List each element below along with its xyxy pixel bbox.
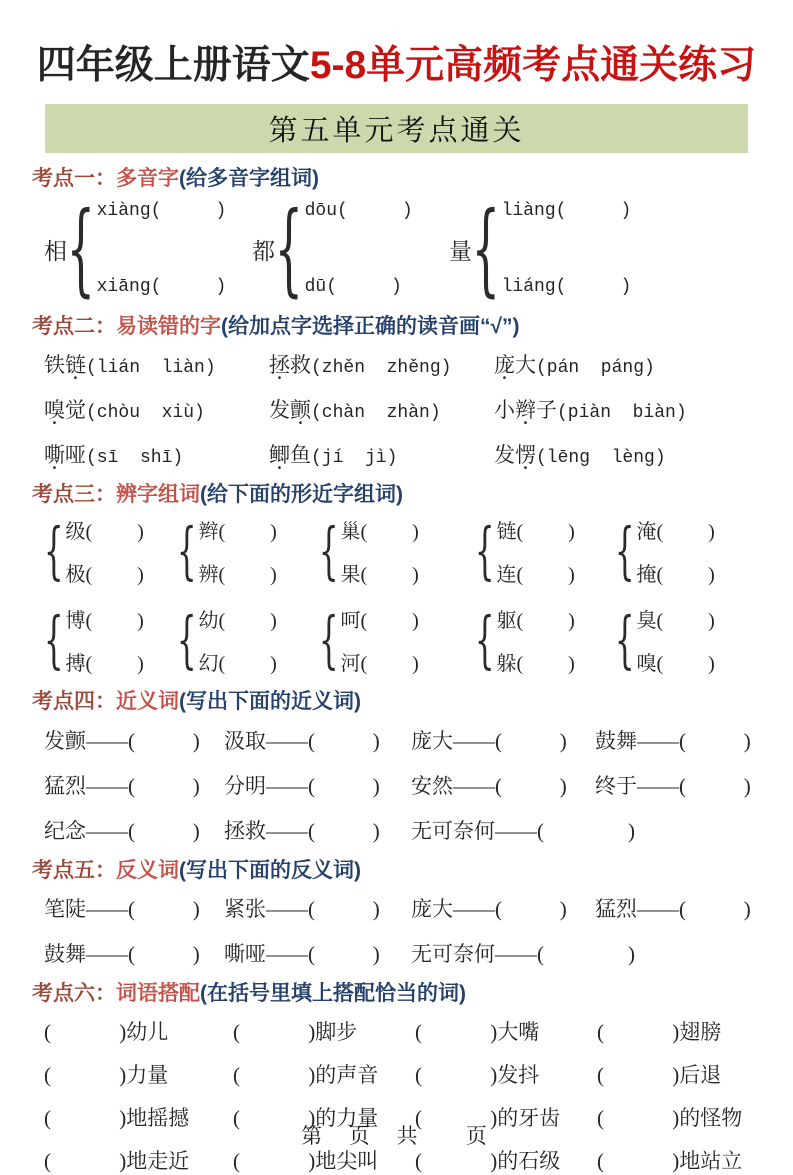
section5-heading xyxy=(32,858,793,883)
pinyin-options: (zhěn zhěng) xyxy=(311,358,452,379)
char-blank: 淹( ) xyxy=(636,521,715,544)
collocation-item: ( )的石级 xyxy=(415,1148,561,1173)
pinyin-options: (lián liàn) xyxy=(86,358,216,379)
collocation-item: ( )力量 xyxy=(44,1062,169,1087)
section4-instruction: (写出下面的近义词) xyxy=(179,690,361,714)
dotted-char: 嘶 xyxy=(44,443,65,468)
section2-label: 考点二： xyxy=(32,315,116,339)
brace-icon: { xyxy=(474,603,495,677)
char-blank: 河( ) xyxy=(340,653,419,676)
synonym-item: 庞大——( ) xyxy=(411,728,567,753)
char-blank: 果( ) xyxy=(340,564,419,587)
dotted-char: 嗅 xyxy=(44,398,65,423)
collocation-list xyxy=(44,1016,793,1175)
brace-icon: { xyxy=(43,603,64,677)
section5-instruction: (写出下面的反义词) xyxy=(179,858,361,882)
polyphone-groups xyxy=(44,190,793,308)
pinyin-options: (piàn biàn) xyxy=(557,403,687,424)
collocation-item: ( )翅膀 xyxy=(597,1019,722,1044)
section4-label: 考点四： xyxy=(32,690,116,714)
pinyin-options: (sī shī) xyxy=(86,448,184,469)
collocation-item: ( )的怪物 xyxy=(597,1105,743,1130)
polyphone-char: 量 xyxy=(449,238,472,264)
char-blank: 辨( ) xyxy=(198,564,277,587)
synonym-item: 安然——( ) xyxy=(411,773,567,798)
collocation-item: ( )后退 xyxy=(597,1062,722,1087)
char-pair xyxy=(615,604,793,676)
dotted-word-item xyxy=(44,394,269,424)
char-blank: 链( ) xyxy=(496,521,575,544)
char-pair xyxy=(177,604,319,676)
char-pair xyxy=(615,515,793,587)
brace-icon: { xyxy=(176,603,197,677)
collocation-item: ( )地走近 xyxy=(44,1148,190,1173)
char-blank: 博( ) xyxy=(65,610,144,633)
dotted-word-item xyxy=(494,439,793,469)
dotted-char: 颤 xyxy=(290,398,311,423)
dotted-word-item xyxy=(44,439,269,469)
antonym-item: 庞大——( ) xyxy=(411,896,567,921)
pinyin-options: (pán páng) xyxy=(536,358,655,379)
section3-label: 考点三： xyxy=(32,483,116,507)
collocation-item: ( )地尖叫 xyxy=(233,1148,379,1173)
synonym-item: 终于——( ) xyxy=(595,773,751,798)
char-blank: 极( ) xyxy=(65,564,144,587)
brace-icon: { xyxy=(43,514,64,588)
page-title xyxy=(0,44,793,89)
near-form-pairs xyxy=(44,515,793,676)
dotted-char: 愣 xyxy=(515,443,536,468)
word-part: 哑 xyxy=(65,443,86,468)
brace-icon: { xyxy=(471,190,501,308)
char-pair xyxy=(319,515,475,587)
char-blank: 躲( ) xyxy=(496,653,575,676)
collocation-item: ( )的声音 xyxy=(233,1062,379,1087)
word-part: 鱼 xyxy=(290,443,311,468)
char-blank: 级( ) xyxy=(65,521,144,544)
word-part: 铁 xyxy=(44,353,65,378)
section3-heading xyxy=(32,482,793,507)
page-footer xyxy=(0,1120,793,1150)
synonym-item: 鼓舞——( ) xyxy=(595,728,751,753)
dotted-char: 庞 xyxy=(494,353,515,378)
section1-label: 考点一： xyxy=(32,166,116,190)
section1-instruction: (给多音字组词) xyxy=(179,166,319,190)
char-blank: 幼( ) xyxy=(198,610,277,633)
brace-icon: { xyxy=(614,514,635,588)
char-pair xyxy=(475,515,615,587)
char-blank: 臭( ) xyxy=(636,610,715,633)
title-topic-part: 5-8单元高频考点通关练习 xyxy=(309,44,757,87)
brace-icon: { xyxy=(614,603,635,677)
pinyin-blank: xiàng( ) xyxy=(96,201,227,222)
synonym-item: 无可奈何——( ) xyxy=(411,818,635,843)
dotted-char: 辫 xyxy=(515,398,536,423)
pinyin-blank: liàng( ) xyxy=(501,201,632,222)
polyphone-group xyxy=(252,190,449,308)
polyphone-char: 相 xyxy=(44,238,67,264)
section2-name: 易读错的字 xyxy=(116,315,221,339)
section2-instruction: (给加点字选择正确的读音画“√”) xyxy=(221,315,520,339)
word-part: 大 xyxy=(515,353,536,378)
brace-icon: { xyxy=(318,603,339,677)
word-part: 小 xyxy=(494,398,515,423)
section6-name: 词语搭配 xyxy=(116,981,200,1005)
section4-name: 近义词 xyxy=(116,690,179,714)
dotted-word-item xyxy=(44,349,269,379)
word-part: 救 xyxy=(290,353,311,378)
section1-heading xyxy=(32,166,793,191)
pinyin-options: (chàn zhàn) xyxy=(311,403,441,424)
collocation-item: ( )大嘴 xyxy=(415,1019,540,1044)
synonym-list xyxy=(44,725,793,845)
char-blank: 搏( ) xyxy=(65,653,144,676)
word-part: 子 xyxy=(536,398,557,423)
synonym-item: 发颤——( ) xyxy=(44,728,200,753)
brace-icon: { xyxy=(176,514,197,588)
dotted-char: 链 xyxy=(65,353,86,378)
antonym-list xyxy=(44,893,793,968)
collocation-item: ( )幼儿 xyxy=(44,1019,169,1044)
dotted-word-list xyxy=(44,349,793,469)
dotted-word-item xyxy=(494,349,793,379)
section1-name: 多音字 xyxy=(116,166,179,190)
char-blank: 嗅( ) xyxy=(636,653,715,676)
dotted-word-item xyxy=(494,394,793,424)
section6-label: 考点六： xyxy=(32,981,116,1005)
char-blank: 躯( ) xyxy=(496,610,575,633)
brace-icon: { xyxy=(474,514,495,588)
dotted-char: 拯 xyxy=(269,353,290,378)
pinyin-options: (jí jì) xyxy=(311,448,398,469)
synonym-item: 纪念——( ) xyxy=(44,818,200,843)
collocation-item: ( )发抖 xyxy=(415,1062,540,1087)
antonym-item: 紧张——( ) xyxy=(224,896,380,921)
char-blank: 连( ) xyxy=(496,564,575,587)
section3-instruction: (给下面的形近字组词) xyxy=(200,483,403,507)
section3-name: 辨字组词 xyxy=(116,483,200,507)
dotted-word-item xyxy=(269,439,494,469)
pinyin-blank: dōu( ) xyxy=(304,201,413,222)
char-pair xyxy=(177,515,319,587)
polyphone-group xyxy=(449,190,632,308)
char-blank: 辫( ) xyxy=(198,521,277,544)
char-pair xyxy=(319,604,475,676)
pinyin-blank: xiāng( ) xyxy=(96,277,227,298)
synonym-item: 分明——( ) xyxy=(224,773,380,798)
synonym-item: 汲取——( ) xyxy=(224,728,380,753)
section2-heading xyxy=(32,314,793,339)
word-part: 发 xyxy=(494,443,515,468)
antonym-item: 嘶哑——( ) xyxy=(224,941,380,966)
char-blank: 掩( ) xyxy=(636,564,715,587)
synonym-item: 猛烈——( ) xyxy=(44,773,200,798)
antonym-item: 无可奈何——( ) xyxy=(411,941,635,966)
unit-banner-text: 第五单元考点通关 xyxy=(268,114,525,147)
pinyin-blank: liáng( ) xyxy=(501,277,632,298)
pinyin-options: (chòu xiù) xyxy=(86,403,205,424)
polyphone-group xyxy=(44,190,252,308)
char-pair xyxy=(44,515,177,587)
brace-icon: { xyxy=(318,514,339,588)
char-pair xyxy=(44,604,177,676)
section6-instruction: (在括号里填上搭配恰当的词) xyxy=(200,981,466,1005)
collocation-item: ( )地站立 xyxy=(597,1148,743,1173)
collocation-item: ( )地摇撼 xyxy=(44,1105,190,1130)
collocation-item: ( )的牙齿 xyxy=(415,1105,561,1130)
unit-banner xyxy=(45,104,748,153)
synonym-item: 拯救——( ) xyxy=(224,818,380,843)
page-number-text: 第 页 共 页 xyxy=(301,1125,492,1148)
section4-heading xyxy=(32,689,793,714)
word-part: 发 xyxy=(269,398,290,423)
dotted-word-item xyxy=(269,349,494,379)
polyphone-char: 都 xyxy=(252,238,275,264)
word-part: 觉 xyxy=(65,398,86,423)
char-blank: 巢( ) xyxy=(340,521,419,544)
char-pair xyxy=(475,604,615,676)
section6-heading xyxy=(32,981,793,1006)
antonym-item: 鼓舞——( ) xyxy=(44,941,200,966)
section5-label: 考点五： xyxy=(32,858,116,882)
pinyin-options: (lēng lèng) xyxy=(536,448,666,469)
section5-name: 反义词 xyxy=(116,858,179,882)
pinyin-blank: dū( ) xyxy=(304,277,402,298)
collocation-item: ( )脚步 xyxy=(233,1019,358,1044)
char-blank: 幻( ) xyxy=(198,653,277,676)
collocation-item: ( )的力量 xyxy=(233,1105,379,1130)
title-grade-part: 四年级上册语文 xyxy=(36,44,310,87)
brace-icon: { xyxy=(66,190,96,308)
antonym-item: 猛烈——( ) xyxy=(595,896,751,921)
brace-icon: { xyxy=(274,190,304,308)
dotted-word-item xyxy=(269,394,494,424)
dotted-char: 鲫 xyxy=(269,443,290,468)
char-blank: 呵( ) xyxy=(340,610,419,633)
antonym-item: 笔陡——( ) xyxy=(44,896,200,921)
